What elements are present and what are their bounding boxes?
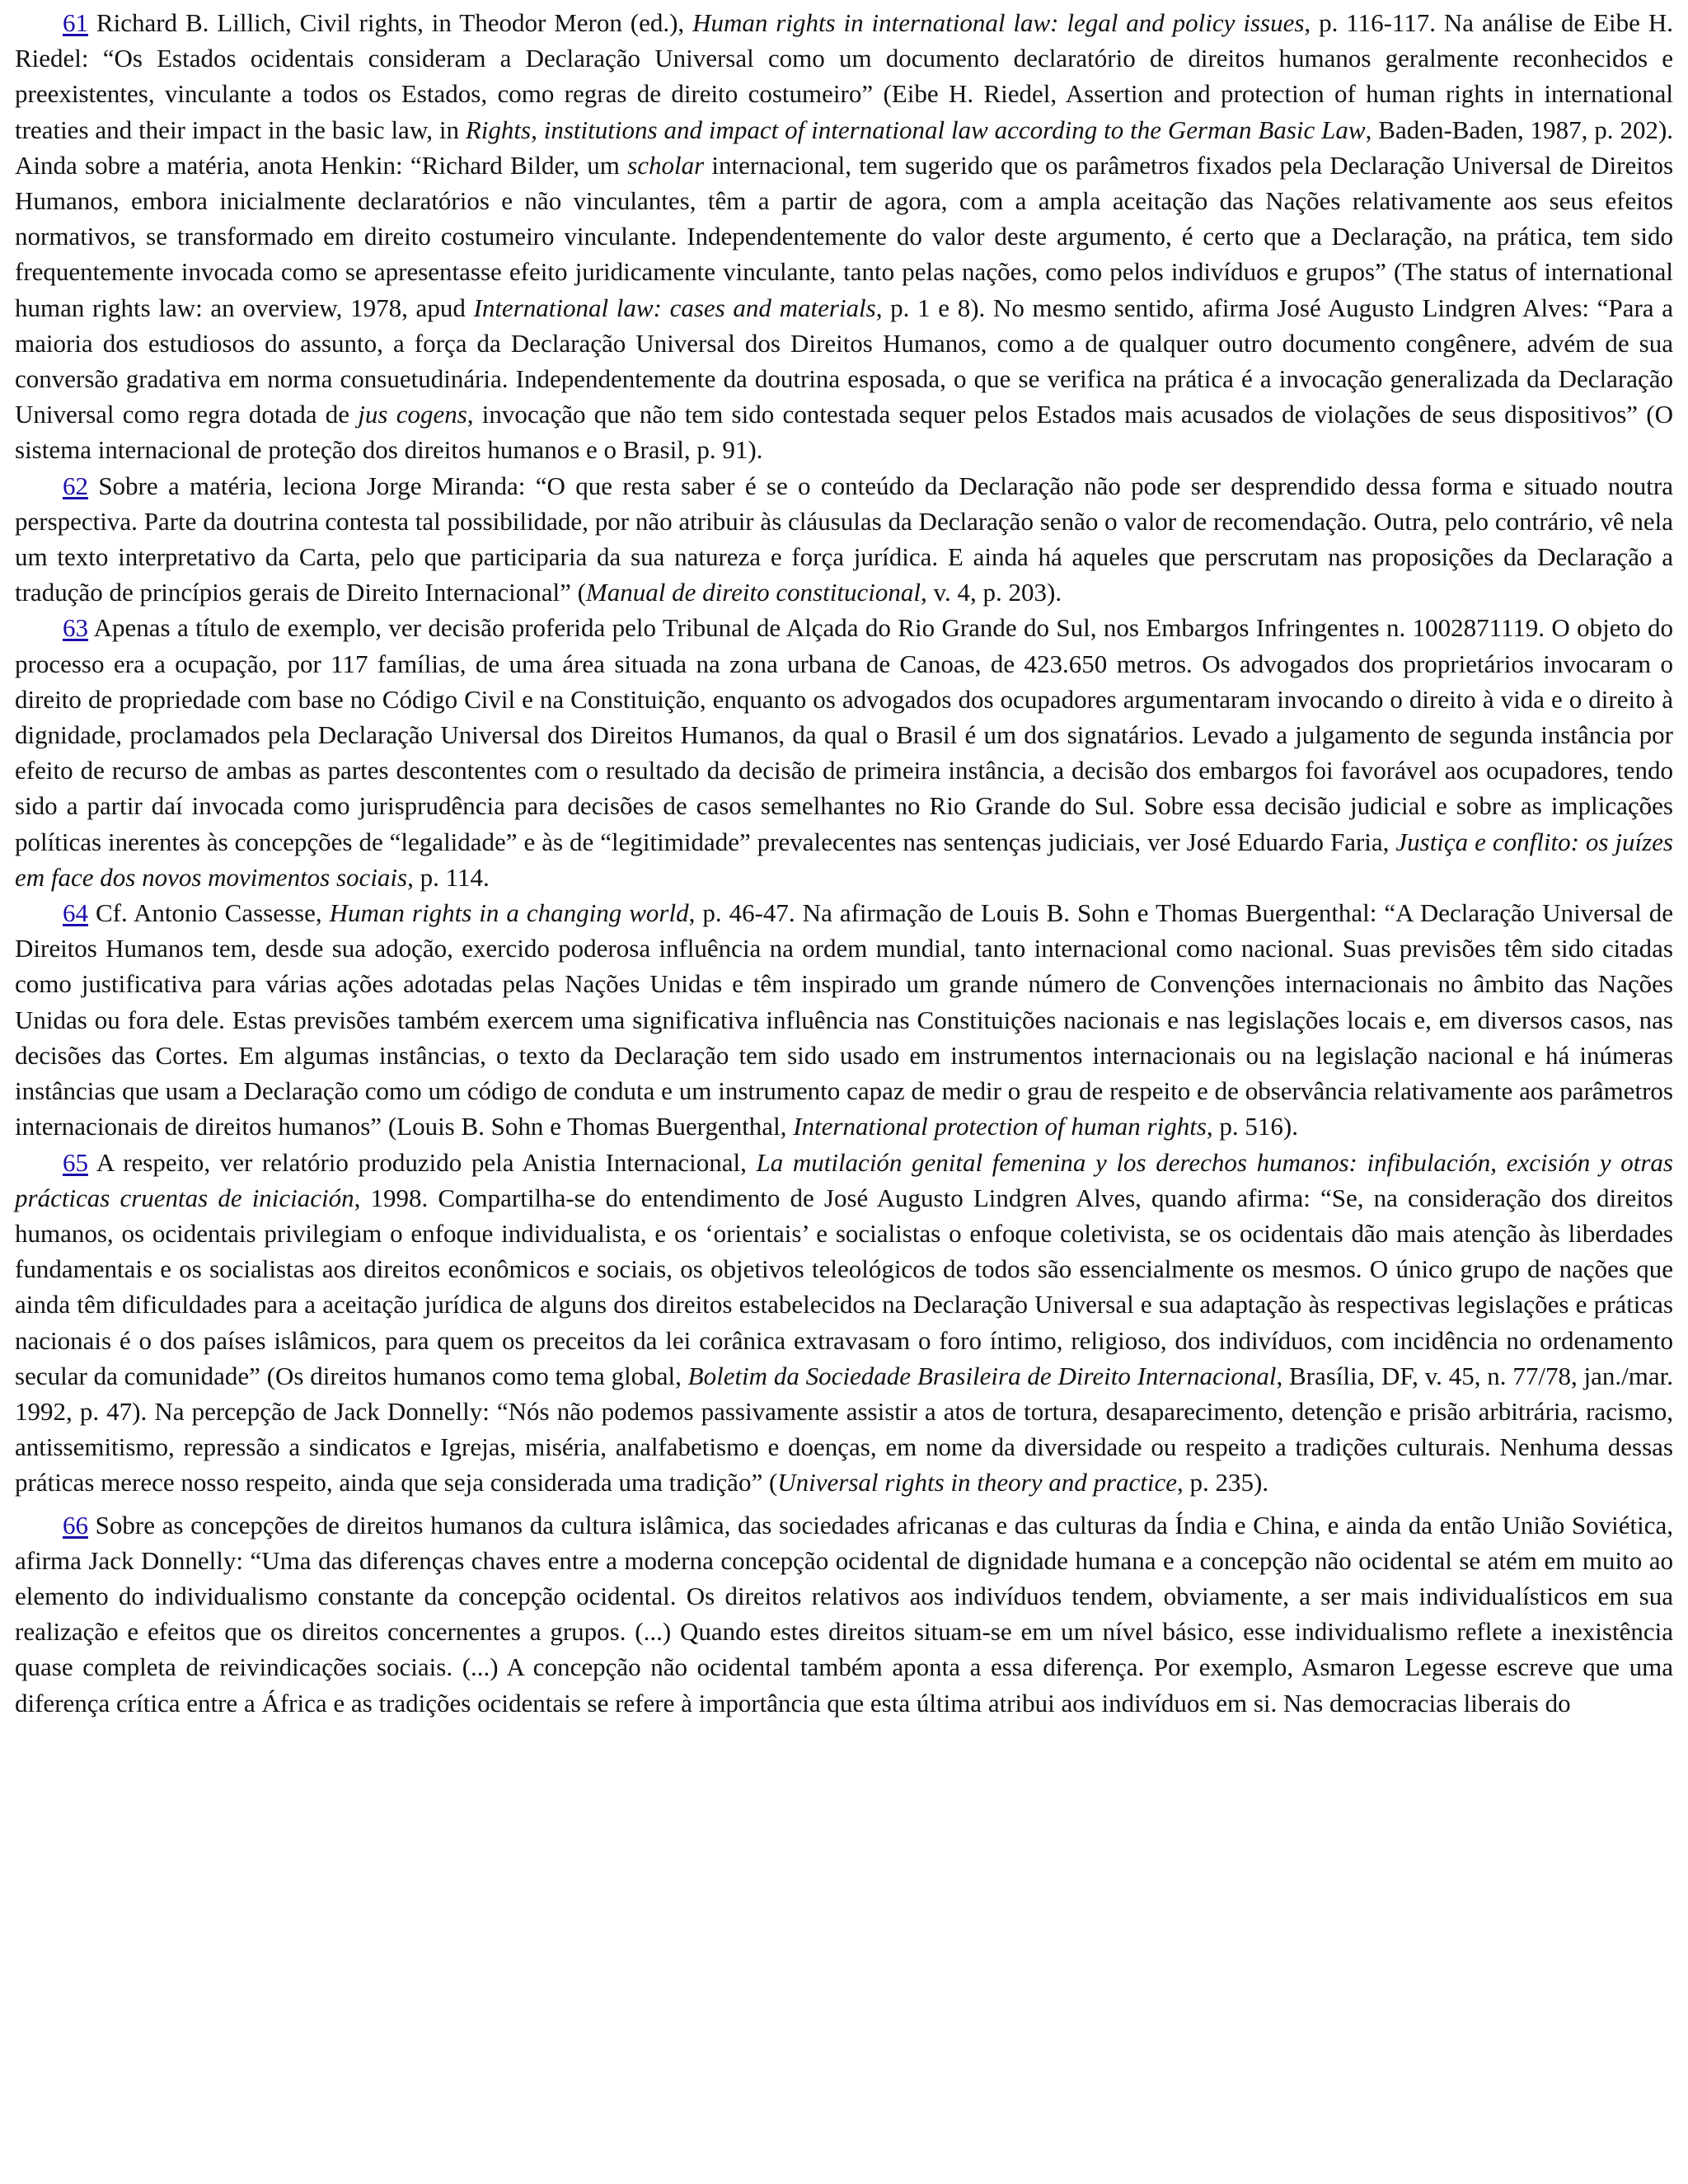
footnote-63-link[interactable]: 63 [63, 613, 88, 643]
footnote-61-term: scholar [627, 150, 705, 180]
footnote-63 [15, 610, 1673, 895]
footnote-61-term: jus cogens [358, 400, 467, 429]
footnote-62-text: Sobre a matéria, leciona Jorge Miranda: “O que resta saber é se o conteúdo da Declaração não pode ser desprendido dessa forma e situado noutra perspectiva. Parte da doutrina contesta tal possibilidade, por não atribuir às cláusulas da Declaração senão o valor de recomendação. Outra, pelo contrário, vê nela um texto interpretativo da Carta, pelo que participaria da sua natureza e força jurídica. E ainda há aqueles que perscrutam nas proposições da Declaração a tradução de princípios gerais de Direito Internacional” ( [15, 471, 1673, 607]
footnote-64-text: , p. 516). [1206, 1112, 1298, 1141]
footnote-61-text: , p. 1 e 8). No mesmo sentido, afirma José Augusto Lindgren Alves: “Para a maioria dos estudiosos do assunto, a força da Declaração Universal dos Direitos Humanos, como a de qualquer outro documento congênere, advém de sua conversão gradativa em norma consuetudinária. Independentemente da doutrina esposada, o que se verifica na prática é a invocação generalizada da Declaração Universal como regra dotada de [15, 293, 1673, 429]
footnote-65-title: La mutilación genital femenina y los derechos humanos: infibulación, excisión y otras prácticas cruentas de iniciación [15, 1147, 1673, 1212]
footnote-64-text: , p. 46-47. Na afirmação de Louis B. Sohn e Thomas Buergenthal: “A Declaração Universal de Direitos Humanos tem, desde sua adoção, exercido poderosa influência na ordem mundial, tanto internacional como nacional. Suas previsões têm sido citadas como justificativa para várias ações adotadas pelas Nações Unidas e têm inspirado um grande número de Convenções internacionais no âmbito das Nações Unidas ou fora dele. Estas previsões também exercem uma significativa influência nas Constituições nacionais e nas legislações locais e, em diversos casos, nas decisões das Cortes. Em algumas instâncias, o texto da Declaração tem sido usado em instrumentos internacionais ou na legislação nacional e há inúmeras instâncias que usam a Declaração como um código de conduta e um instrumento capaz de medir o grau de respeito e de observância relativamente aos parâmetros internacionais de direitos humanos” (Louis B. Sohn e Thomas Buergenthal, [15, 898, 1674, 1141]
footnote-64-text: Cf. Antonio Cassesse, [88, 898, 330, 928]
footnote-65-title: Boletim da Sociedade Brasileira de Direito Internacional [687, 1361, 1277, 1390]
footnote-65-title: Universal rights in theory and practice [777, 1468, 1178, 1497]
footnote-61-text: , p. 116-117. Na análise de Eibe H. Riedel: “Os Estados ocidentais consideram a Declaração Universal como um documento declaratório de direitos humanos geralmente reconhecidos e preexistentes, vinculante a todos os Estados, como regras de direito costumeiro” (Eibe H. Riedel, Assertion and protection of human rights in international treaties and their impact in the basic law, in [15, 8, 1673, 144]
footnote-61-text: , invocação que não tem sido contestada sequer pelos Estados mais acusados de violações de seus dispositivos” (O sistema internacional de proteção dos direitos humanos e o Brasil, p. 91). [15, 400, 1673, 465]
footnote-61-text: Richard B. Lillich, Civil rights, in Theodor Meron (ed.), [88, 8, 693, 37]
footnote-62-title: Manual de direito constitucional [585, 578, 921, 607]
footnote-64-title: Human rights in a changing world [329, 898, 689, 928]
footnote-61-text: , Baden-Baden, 1987, p. 202). Ainda sobre a matéria, anota Henkin: “Richard Bilder, um [15, 115, 1674, 180]
footnote-62-link[interactable]: 62 [63, 471, 88, 500]
footnote-63-title: Justiça e conflito: os juízes em face dos novos movimentos sociais [15, 827, 1673, 892]
footnotes-page [15, 5, 1673, 1721]
footnote-65-text: , Brasília, DF, v. 45, n. 77/78, jan./mar. 1992, p. 47). Na percepção de Jack Donnelly: “Nós não podemos passivamente assistir a atos de tortura, desaparecimento, detenção e prisão arbitrária, racismo, antissemitismo, repressão a sindicatos e Igrejas, miséria, analfabetismo e doenças, em nome da diversidade ou respeito a tradições culturais. Nenhuma dessas práticas merece nosso respeito, ainda que seja considerada uma tradição” ( [15, 1361, 1673, 1497]
footnote-64-title: International protection of human rights [793, 1112, 1207, 1141]
footnote-65 [15, 1145, 1673, 1501]
footnote-63-text: Apenas a título de exemplo, ver decisão proferida pelo Tribunal de Alçada do Rio Grande do Sul, nos Embargos Infringentes n. 1002871119. O objeto do processo era a ocupação, por 117 famílias, de uma área situada na zona urbana de Canoas, de 423.650 metros. Os advogados dos proprietários invocaram o direito de propriedade com base no Código Civil e na Constituição, enquanto os advogados dos ocupadores argumentaram invocando o direito à vida e o direito à dignidade, proclamados pela Declaração Universal dos Direitos Humanos, da qual o Brasil é um dos signatários. Levado a julgamento de segunda instância por efeito de recurso de ambas as partes descontentes com o resultado da decisão de primeira instância, a decisão dos embargos foi favorável aos ocupadores, tendo sido a partir daí invocada como jurisprudência para decisões de casos semelhantes no Rio Grande do Sul. Sobre essa decisão judicial e sobre as implicações políticas inerentes às concepções de “legalidade” e às de “legitimidade” prevalecentes nas sentenças judiciais, ver José Eduardo Faria, [15, 613, 1673, 856]
footnote-66 [15, 1507, 1673, 1721]
footnote-65-text: A respeito, ver relatório produzido pela Anistia Internacional, [88, 1147, 757, 1177]
footnote-63-text: , p. 114. [407, 862, 490, 892]
footnote-65-link[interactable]: 65 [63, 1147, 88, 1177]
footnote-61-title: Rights, institutions and impact of international law according to the German Basic Law [465, 115, 1366, 144]
footnote-61-link[interactable]: 61 [63, 8, 88, 37]
footnote-61-text: internacional, tem sugerido que os parâmetros fixados pela Declaração Universal de Direitos Humanos, embora inicialmente declaratórios e não vinculantes, têm a partir de agora, com a ampla aceitação das Nações relativamente aos seus efeitos normativos, se transformado em direito costumeiro vinculante. Independentemente do valor deste argumento, é certo que a Declaração, na prática, tem sido frequentemente invocada como se apresentasse efeito juridicamente vinculante, tanto pelas nações, como pelos indivíduos e grupos” (The status of international human rights law: an overview, 1978, apud [15, 150, 1674, 322]
footnote-65-text: , 1998. Compartilha-se do entendimento de José Augusto Lindgren Alves, quando afirma: “Se, na consideração dos direitos humanos, os ocidentais privilegiam o enfoque individualista, e os ‘orientais’ e socialistas o enfoque coletivista, se os ocidentais dão mais atenção às liberdades fundamentais e os socialistas aos direitos econômicos e sociais, os objetivos teleológicos de todos são essencialmente os mesmos. O único grupo de nações que ainda têm dificuldades para a aceitação jurídica de alguns dos direitos estabelecidos na Declaração Universal e sua adaptação às respectivas legislações e práticas nacionais é o dos países islâmicos, para quem os preceitos da lei corânica extravasam o foro íntimo, religioso, dos indivíduos, com incidência no ordenamento secular da comunidade” (Os direitos humanos como tema global, [15, 1183, 1673, 1390]
footnote-64-link[interactable]: 64 [63, 898, 88, 928]
footnote-64 [15, 895, 1673, 1144]
footnote-62 [15, 468, 1673, 611]
footnote-61-title: International law: cases and materials [473, 293, 876, 322]
footnote-61-title: Human rights in international law: legal and policy issues [692, 8, 1305, 37]
footnote-66-text: Sobre as concepções de direitos humanos da cultura islâmica, das sociedades africanas e das culturas da Índia e China, e ainda da então União Soviética, afirma Jack Donnelly: “Uma das diferenças chaves entre a moderna concepção ocidental de dignidade humana e a concepção não ocidental se atém em muito ao elemento do individualismo constante da concepção ocidental. Os direitos relativos aos indivíduos tendem, obviamente, a ser mais individualísticos em sua realização e efeitos que os direitos concernentes a grupos. (...) Quando estes direitos situam-se em um nível básico, esse individualismo reflete a inexistência quase completa de reivindicações sociais. (...) A concepção não ocidental também aponta a essa diferença. Por exemplo, Asmaron Legesse escreve que uma diferença crítica entre a África e as tradições ocidentais se refere à importância que esta última atribui aos indivíduos em si. Nas democracias liberais do [15, 1510, 1673, 1718]
footnote-66-link[interactable]: 66 [63, 1510, 88, 1540]
footnote-62-text: , v. 4, p. 203). [921, 578, 1062, 607]
footnote-65-text: , p. 235). [1177, 1468, 1269, 1497]
footnote-61 [15, 5, 1673, 468]
